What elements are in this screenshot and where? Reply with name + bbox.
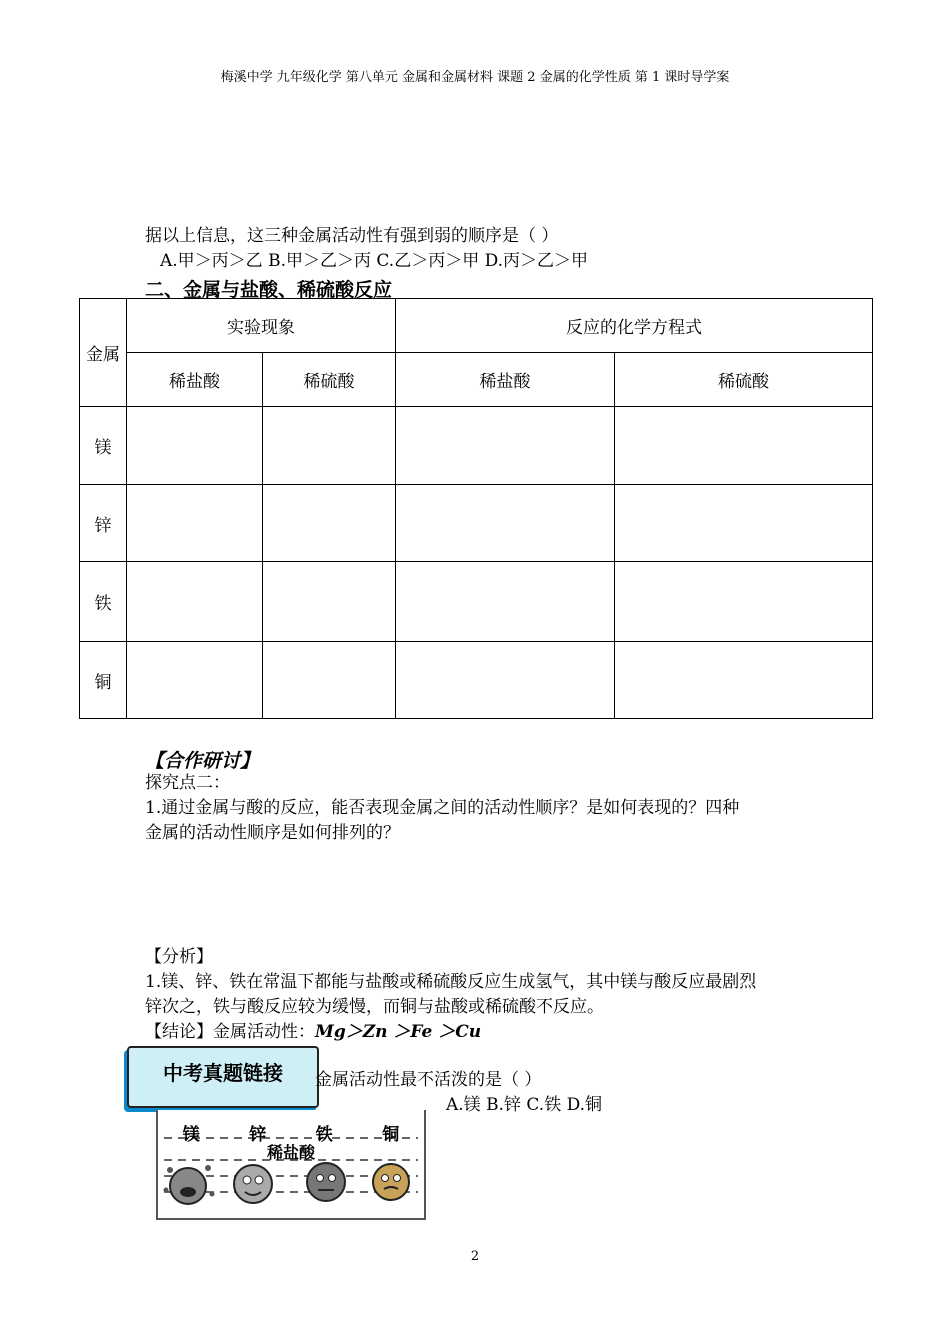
figure-label: 锌 [249,1125,267,1145]
section-title: 二、金属与盐酸、稀硫酸反应 [145,279,393,301]
exam-options: A.镁 B.锌 C.铁 D.铜 [446,1095,603,1115]
metal-cell: 锌 [80,485,127,562]
question-text: 据以上信息，这三种金属活动性有强到弱的顺序是（ ） [145,226,559,246]
metal-cell: 铁 [80,562,127,642]
answer-cell[interactable] [127,642,263,719]
iron-figure [307,1163,345,1201]
conclusion [145,1021,481,1043]
answer-cell[interactable] [127,562,263,642]
answer-cell[interactable] [396,407,615,485]
answer-cell[interactable] [396,485,615,562]
answer-cell[interactable] [396,562,615,642]
analysis-label: 【分析】 [145,947,213,967]
answer-cell[interactable] [263,407,396,485]
page-number: 2 [470,1249,480,1264]
analysis-line-2: 锌次之，铁与酸反应较为缓慢，而铜与盐酸或稀硫酸不反应。 [145,997,604,1017]
metal-cell: 铜 [80,642,127,719]
phenomenon-hcl-header: 稀盐酸 [127,353,263,407]
answer-cell[interactable] [127,407,263,485]
page-header: 梅溪中学 九年级化学 第八单元 金属和金属材料 课题 2 金属的化学性质 第 1 课时导学案 [220,70,730,85]
metals-in-acid-illustration [156,1110,426,1220]
question-line-2: 金属的活动性顺序是如何排列的？ [145,823,400,843]
figure-label: 镁 [182,1125,200,1145]
figure-label: 铜 [382,1125,400,1145]
analysis-line-1: 1.镁、锌、铁在常温下都能与盐酸或稀硫酸反应生成氢气，其中镁与酸反应最剧烈 [145,972,757,992]
magnesium-figure [164,1165,215,1204]
equation-hcl-header: 稀盐酸 [396,353,615,407]
answer-cell[interactable] [615,485,873,562]
acid-label: 稀盐酸 [266,1143,315,1162]
phenomenon-header: 实验现象 [127,299,396,353]
answer-cell[interactable] [263,485,396,562]
conclusion-label: 【结论】金属活动性： [145,1022,315,1042]
metal-header: 金属 [80,299,127,407]
reaction-table [79,298,873,719]
phenomenon-h2so4-header: 稀硫酸 [263,353,396,407]
question-options: A.甲＞丙＞乙 B.甲＞乙＞丙 C.乙＞丙＞甲 D.丙＞乙＞甲 [160,251,589,271]
figure-label: 铁 [315,1125,333,1145]
answer-cell[interactable] [615,642,873,719]
metal-cell: 镁 [80,407,127,485]
answer-cell[interactable] [396,642,615,719]
answer-cell[interactable] [263,642,396,719]
question-line-1: 1.通过金属与酸的反应，能否表现金属之间的活动性顺序？是如何表现的？四种 [145,798,740,818]
explore-point: 探究点二： [145,773,230,793]
copper-figure [373,1164,409,1200]
equation-h2so4-header: 稀硫酸 [615,353,873,407]
conclusion-equation: Mg＞Zn ＞Fe ＞Cu [315,1022,482,1042]
exam-link-banner [127,1046,319,1108]
answer-cell[interactable] [263,562,396,642]
exam-question: 金属活动性最不活泼的是（ ） [315,1070,542,1090]
zinc-figure [234,1165,272,1203]
equation-header: 反应的化学方程式 [396,299,873,353]
answer-cell[interactable] [615,562,873,642]
cooperation-title: 【合作研讨】 [145,750,260,772]
answer-cell[interactable] [127,485,263,562]
answer-cell[interactable] [615,407,873,485]
banner-text: 中考真题链接 [163,1061,283,1085]
